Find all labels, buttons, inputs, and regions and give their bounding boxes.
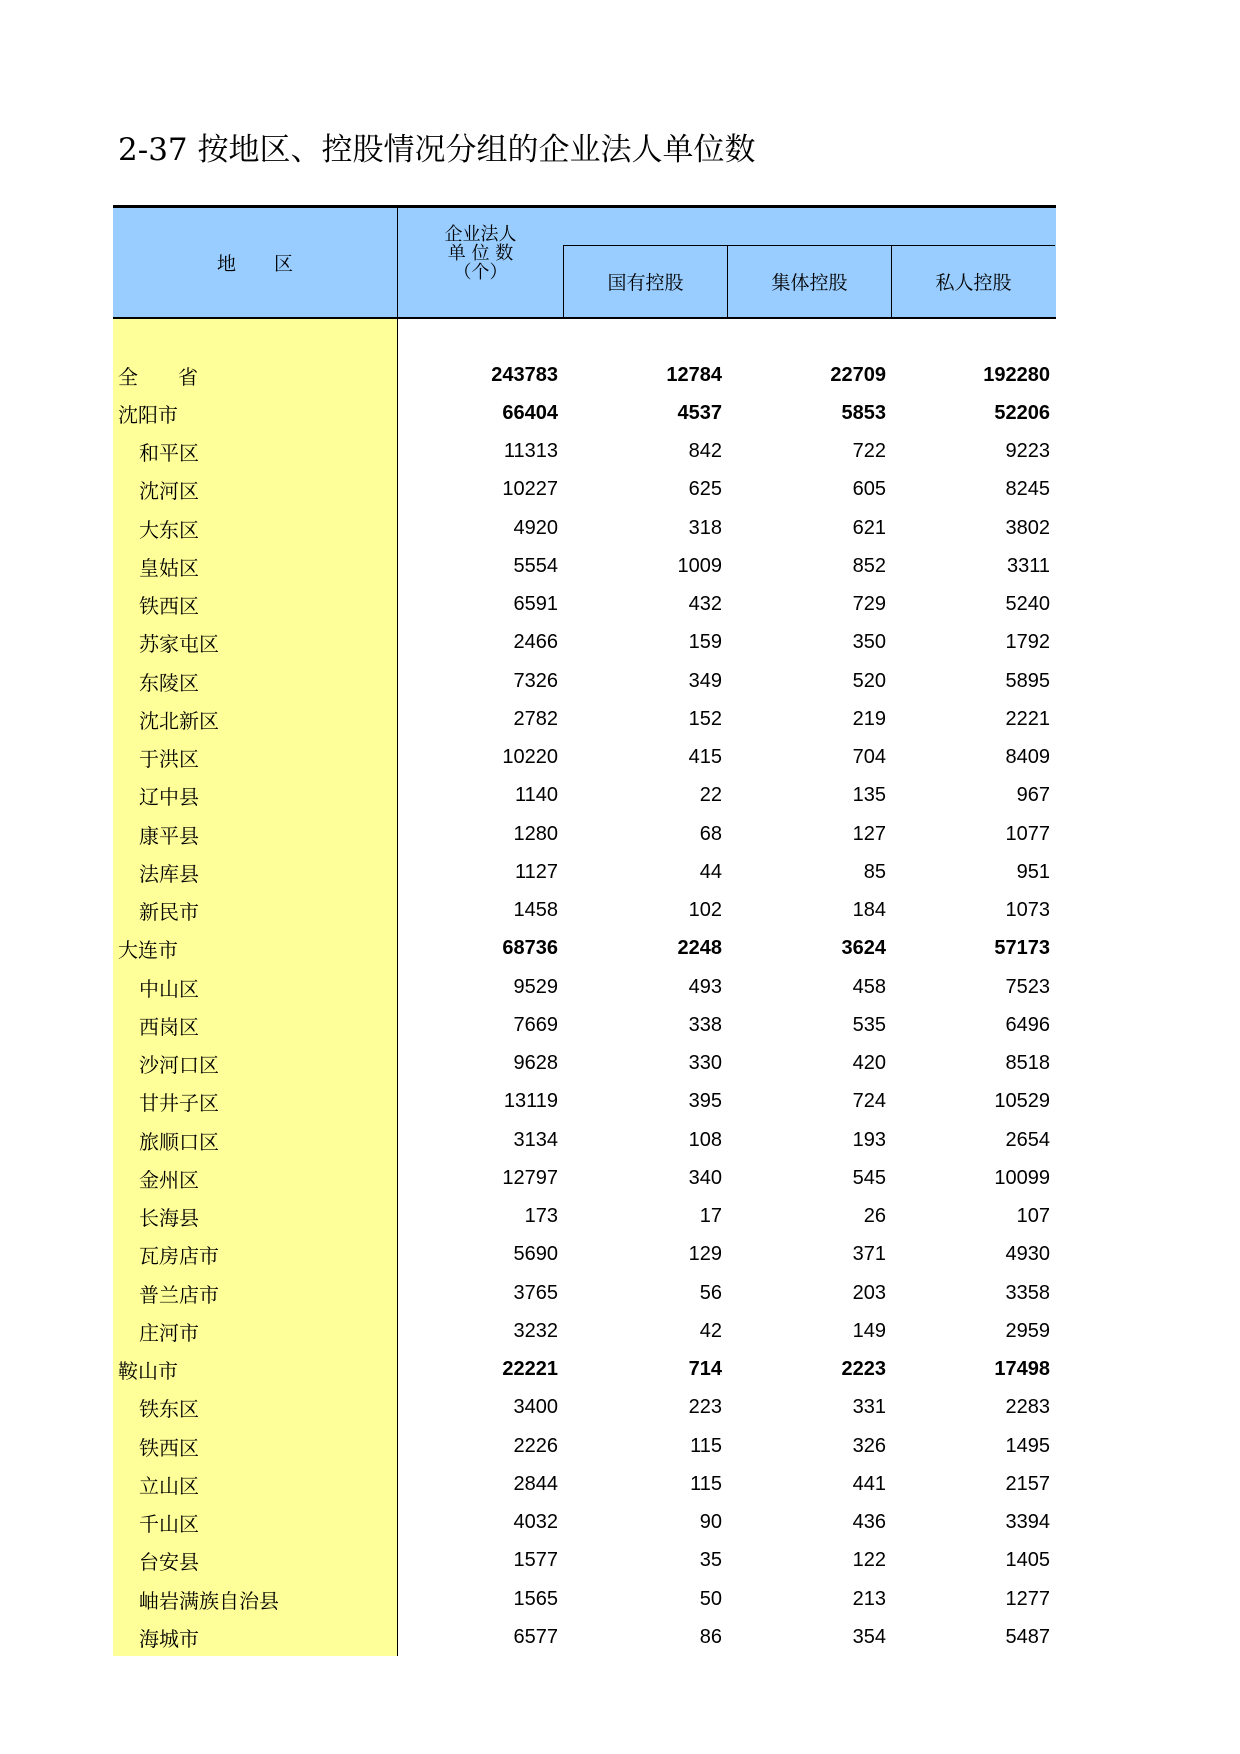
- table-row: [113, 509, 1056, 547]
- header-state-controlled: 国有控股: [563, 245, 727, 317]
- table-row: [113, 892, 1056, 930]
- collective-cell: 354: [852, 1625, 886, 1648]
- private-cell: 8409: [1005, 746, 1050, 769]
- total-cell: 1280: [513, 822, 558, 845]
- collective-cell: 331: [852, 1396, 886, 1419]
- page-title: 2-37 按地区、控股情况分组的企业法人单位数: [118, 132, 756, 168]
- state-cell: 17: [699, 1205, 722, 1228]
- table-row: [113, 1580, 1056, 1618]
- private-cell: 2959: [1005, 1319, 1050, 1342]
- private-cell: 8245: [1005, 478, 1050, 501]
- private-cell: 967: [1016, 784, 1050, 807]
- private-cell: 2157: [1005, 1472, 1050, 1495]
- table-row: [113, 815, 1056, 853]
- region-name: 沈河区: [139, 479, 199, 504]
- region-name: 中山区: [139, 976, 199, 1001]
- total-cell: 3765: [513, 1281, 558, 1304]
- collective-cell: 3624: [841, 937, 886, 960]
- private-cell: 1405: [1005, 1549, 1050, 1572]
- table-header: [113, 205, 1056, 319]
- collective-cell: 127: [852, 822, 886, 845]
- collective-cell: 219: [852, 707, 886, 730]
- table-row: [113, 777, 1056, 815]
- collective-cell: 184: [852, 899, 886, 922]
- private-cell: 6496: [1005, 1013, 1050, 1036]
- region-name: 瓦房店市: [139, 1244, 219, 1269]
- state-cell: 432: [688, 593, 722, 616]
- state-cell: 223: [688, 1396, 722, 1419]
- total-cell: 13119: [503, 1090, 558, 1113]
- region-name: 苏家屯区: [139, 632, 219, 657]
- collective-cell: 5853: [841, 401, 886, 424]
- total-cell: 3400: [513, 1396, 558, 1419]
- region-name: 铁西区: [139, 594, 199, 619]
- region-name: 辽中县: [139, 785, 199, 810]
- private-cell: 107: [1016, 1205, 1050, 1228]
- total-cell: 3134: [513, 1128, 558, 1151]
- collective-cell: 704: [852, 746, 886, 769]
- table-row: [113, 547, 1056, 585]
- total-cell: 68736: [502, 937, 558, 960]
- table-row: [113, 1236, 1056, 1274]
- state-cell: 90: [699, 1511, 722, 1534]
- state-cell: 44: [699, 860, 722, 883]
- private-cell: 2654: [1005, 1128, 1050, 1151]
- collective-cell: 722: [852, 440, 886, 463]
- total-cell: 7669: [513, 1013, 558, 1036]
- state-cell: 2248: [677, 937, 722, 960]
- private-cell: 3358: [1005, 1281, 1050, 1304]
- table-row: [113, 1274, 1056, 1312]
- total-cell: 10227: [502, 478, 558, 501]
- state-cell: 714: [688, 1358, 722, 1381]
- total-cell: 1565: [513, 1587, 558, 1610]
- private-cell: 10529: [994, 1090, 1050, 1113]
- total-cell: 9628: [513, 1052, 558, 1075]
- total-cell: 1458: [513, 899, 558, 922]
- private-cell: 52206: [994, 401, 1050, 424]
- state-cell: 338: [688, 1013, 722, 1036]
- region-name: 法库县: [139, 861, 199, 886]
- region-name: 沈北新区: [139, 708, 219, 733]
- region-name: 和平区: [139, 441, 199, 466]
- state-cell: 35: [699, 1549, 722, 1572]
- private-cell: 57173: [994, 937, 1050, 960]
- private-cell: 1495: [1005, 1434, 1050, 1457]
- private-cell: 10099: [994, 1166, 1050, 1189]
- table-row: [113, 1389, 1056, 1427]
- private-cell: 2283: [1005, 1396, 1050, 1419]
- private-cell: 5240: [1005, 593, 1050, 616]
- collective-cell: 85: [863, 860, 886, 883]
- state-cell: 86: [699, 1625, 722, 1648]
- table-row: [113, 1542, 1056, 1580]
- private-cell: 17498: [994, 1358, 1050, 1381]
- region-name: 立山区: [139, 1473, 199, 1498]
- region-name: 台安县: [139, 1550, 199, 1575]
- total-cell: 9529: [513, 975, 558, 998]
- table-row: [113, 739, 1056, 777]
- total-cell: 3232: [513, 1319, 558, 1342]
- state-cell: 1009: [677, 554, 722, 577]
- collective-cell: 458: [852, 975, 886, 998]
- collective-cell: 729: [852, 593, 886, 616]
- total-cell: 1577: [513, 1549, 558, 1572]
- table-row: [113, 1312, 1056, 1350]
- state-cell: 349: [688, 669, 722, 692]
- collective-cell: 535: [852, 1013, 886, 1036]
- total-cell: 173: [524, 1205, 558, 1228]
- state-cell: 50: [699, 1587, 722, 1610]
- region-name: 铁西区: [139, 1435, 199, 1460]
- state-cell: 842: [688, 440, 722, 463]
- region-name: 岫岩满族自治县: [139, 1588, 279, 1613]
- collective-cell: 2223: [841, 1358, 886, 1381]
- table-row: [113, 968, 1056, 1006]
- table-row: [113, 853, 1056, 891]
- state-cell: 129: [688, 1243, 722, 1266]
- state-cell: 42: [699, 1319, 722, 1342]
- state-cell: 493: [688, 975, 722, 998]
- region-name: 大连市: [118, 938, 178, 963]
- private-cell: 3394: [1005, 1511, 1050, 1534]
- table-body: [113, 356, 1056, 1657]
- private-cell: 3802: [1005, 516, 1050, 539]
- state-cell: 12784: [666, 363, 722, 386]
- region-name: 康平县: [139, 823, 199, 848]
- total-cell: 5554: [513, 554, 558, 577]
- region-name: 旅顺口区: [139, 1129, 219, 1154]
- total-cell: 2782: [513, 707, 558, 730]
- total-cell: 11313: [503, 440, 558, 463]
- collective-cell: 26: [863, 1205, 886, 1228]
- table-row: [113, 471, 1056, 509]
- region-name: 新民市: [139, 900, 199, 925]
- state-cell: 68: [699, 822, 722, 845]
- total-cell: 12797: [502, 1166, 558, 1189]
- table-row: [113, 1083, 1056, 1121]
- region-name: 甘井子区: [139, 1091, 219, 1116]
- table-row: [113, 700, 1056, 738]
- collective-cell: 420: [852, 1052, 886, 1075]
- total-cell: 2844: [513, 1472, 558, 1495]
- table-row: [113, 1159, 1056, 1197]
- total-cell: 2466: [513, 631, 558, 654]
- state-cell: 102: [688, 899, 722, 922]
- collective-cell: 520: [852, 669, 886, 692]
- total-cell: 4920: [513, 516, 558, 539]
- region-name: 千山区: [139, 1512, 199, 1537]
- private-cell: 3311: [1006, 554, 1050, 577]
- total-cell: 7326: [513, 669, 558, 692]
- table-row: [113, 624, 1056, 662]
- header-total-line3: （个）: [453, 261, 508, 283]
- table-row: [113, 356, 1056, 394]
- collective-cell: 852: [852, 554, 886, 577]
- state-cell: 115: [690, 1472, 722, 1495]
- region-name: 东陵区: [139, 670, 199, 695]
- total-cell: 243783: [491, 363, 558, 386]
- table-row: [113, 1427, 1056, 1465]
- region-name: 全 省: [118, 364, 198, 389]
- private-cell: 5487: [1005, 1625, 1050, 1648]
- region-name: 皇姑区: [139, 555, 199, 580]
- private-cell: 4930: [1005, 1243, 1050, 1266]
- total-cell: 1127: [514, 860, 558, 883]
- private-cell: 951: [1016, 860, 1050, 883]
- state-cell: 395: [688, 1090, 722, 1113]
- collective-cell: 441: [852, 1472, 886, 1495]
- region-name: 大东区: [139, 517, 199, 542]
- table-row: [113, 1121, 1056, 1159]
- collective-cell: 605: [852, 478, 886, 501]
- total-cell: 2226: [513, 1434, 558, 1457]
- table-row: [113, 1198, 1056, 1236]
- region-name: 铁东区: [139, 1397, 199, 1422]
- region-name: 普兰店市: [139, 1282, 219, 1307]
- table-row: [113, 1465, 1056, 1503]
- region-name: 西岗区: [139, 1014, 199, 1039]
- state-cell: 115: [690, 1434, 722, 1457]
- private-cell: 1792: [1005, 631, 1050, 654]
- table-row: [113, 1045, 1056, 1083]
- collective-cell: 193: [852, 1128, 886, 1151]
- private-cell: 8518: [1005, 1052, 1050, 1075]
- table-row: [113, 1006, 1056, 1044]
- region-name: 鞍山市: [118, 1359, 178, 1384]
- state-cell: 56: [699, 1281, 722, 1304]
- total-cell: 1140: [514, 784, 558, 807]
- table-row: [113, 586, 1056, 624]
- private-cell: 2221: [1005, 707, 1050, 730]
- header-collective-controlled: 集体控股: [727, 245, 891, 317]
- collective-cell: 545: [852, 1166, 886, 1189]
- private-cell: 9223: [1005, 440, 1050, 463]
- state-cell: 4537: [677, 401, 722, 424]
- total-cell: 5690: [513, 1243, 558, 1266]
- table-row: [113, 1504, 1056, 1542]
- header-total-line1: 企业法人: [444, 223, 517, 245]
- private-cell: 192280: [983, 363, 1050, 386]
- private-cell: 7523: [1005, 975, 1050, 998]
- total-cell: 6591: [513, 593, 558, 616]
- state-cell: 108: [688, 1128, 722, 1151]
- region-name: 长海县: [139, 1206, 199, 1231]
- region-name: 庄河市: [139, 1320, 199, 1345]
- table-row: [113, 394, 1056, 432]
- private-cell: 1077: [1005, 822, 1050, 845]
- total-cell: 6577: [513, 1625, 558, 1648]
- collective-cell: 436: [852, 1511, 886, 1534]
- collective-cell: 371: [852, 1243, 886, 1266]
- state-cell: 340: [688, 1166, 722, 1189]
- collective-cell: 350: [852, 631, 886, 654]
- state-cell: 318: [688, 516, 722, 539]
- region-name: 沈阳市: [118, 402, 178, 427]
- state-cell: 159: [688, 631, 722, 654]
- collective-cell: 203: [852, 1281, 886, 1304]
- state-cell: 625: [688, 478, 722, 501]
- total-cell: 66404: [502, 401, 558, 424]
- state-cell: 152: [688, 707, 722, 730]
- table-row: [113, 930, 1056, 968]
- private-cell: 1277: [1005, 1587, 1050, 1610]
- table-row: [113, 1618, 1056, 1656]
- table-row: [113, 662, 1056, 700]
- collective-cell: 22709: [830, 363, 886, 386]
- table-row: [113, 433, 1056, 471]
- collective-cell: 621: [852, 516, 886, 539]
- collective-cell: 122: [852, 1549, 886, 1572]
- region-name: 于洪区: [139, 747, 199, 772]
- collective-cell: 326: [852, 1434, 886, 1457]
- state-cell: 22: [699, 784, 722, 807]
- state-cell: 330: [688, 1052, 722, 1075]
- header-total: [398, 208, 563, 288]
- header-region: 地 区: [113, 208, 398, 317]
- header-private-controlled: 私人控股: [891, 245, 1055, 317]
- private-cell: 5895: [1005, 669, 1050, 692]
- region-name: 海城市: [139, 1626, 199, 1651]
- header-total-line2: 单 位 数: [447, 242, 514, 264]
- total-cell: 22221: [502, 1358, 558, 1381]
- total-cell: 10220: [502, 746, 558, 769]
- collective-cell: 135: [852, 784, 886, 807]
- private-cell: 1073: [1005, 899, 1050, 922]
- state-cell: 415: [688, 746, 722, 769]
- collective-cell: 213: [852, 1587, 886, 1610]
- region-name: 金州区: [139, 1167, 199, 1192]
- total-cell: 4032: [513, 1511, 558, 1534]
- collective-cell: 724: [852, 1090, 886, 1113]
- region-name: 沙河口区: [139, 1053, 219, 1078]
- collective-cell: 149: [852, 1319, 886, 1342]
- table-row: [113, 1351, 1056, 1389]
